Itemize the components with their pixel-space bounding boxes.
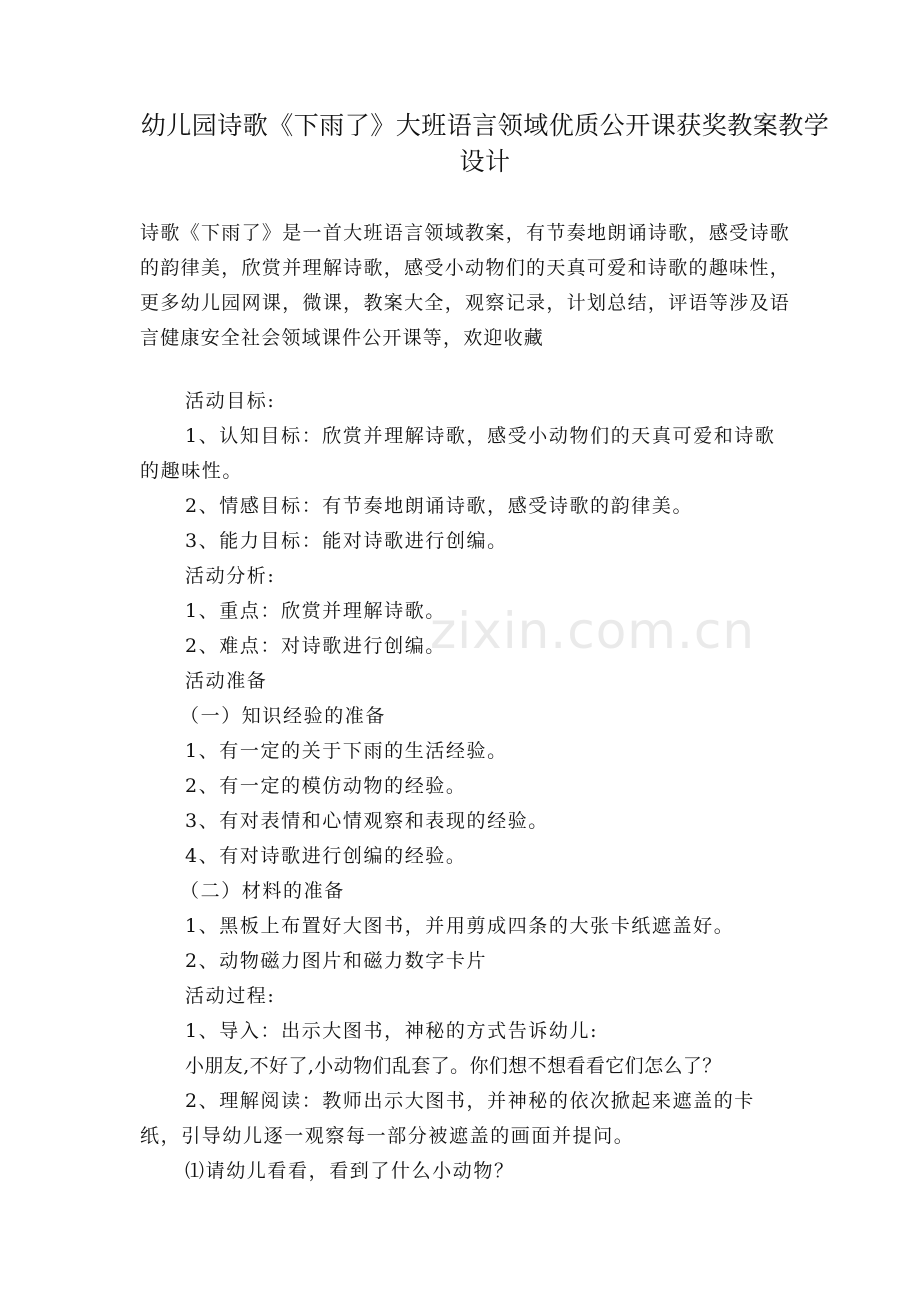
- analysis-difficulty: 2、难点：对诗歌进行创编。: [185, 635, 446, 657]
- section-heading-analysis: 活动分析:: [185, 565, 276, 587]
- subheading-knowledge-prep: （一）知识经验的准备: [180, 705, 387, 727]
- goal-emotional: 2、情感目标：有节奏地朗诵诗歌，感受诗歌的韵律美。: [185, 495, 694, 517]
- section-heading-goals: 活动目标:: [185, 390, 276, 412]
- process-step-2: 2、理解阅读：教师出示大图书，并神秘的依次掀起来遮盖的卡纸，引导幼儿逐一观察每一部分被遮盖的画面并提问。: [140, 1090, 755, 1147]
- watermark: zixin.com.cn: [430, 602, 756, 660]
- analysis-key-point: 1、重点：欣赏并理解诗歌。: [185, 600, 446, 622]
- document-title: 幼儿园诗歌《下雨了》大班语言领域优质公开课获奖教案教学设计: [140, 111, 830, 176]
- prep-item-3: 3、有对表情和心情观察和表现的经验。: [185, 810, 549, 832]
- process-dialogue: 小朋友,不好了,小动物们乱套了。你们想不想看看它们怎么了？: [185, 1055, 722, 1077]
- process-step-1: 1、导入：出示大图书，神秘的方式告诉幼儿:: [185, 1020, 599, 1042]
- goal-ability: 3、能力目标：能对诗歌进行创编。: [185, 530, 508, 552]
- material-item-2: 2、动物磁力图片和磁力数字卡片: [185, 950, 488, 972]
- section-heading-preparation: 活动准备: [185, 670, 268, 692]
- material-item-1: 1、黑板上布置好大图书，并用剪成四条的大张卡纸遮盖好。: [185, 915, 735, 937]
- process-question-1: ⑴请幼儿看看，看到了什么小动物？: [185, 1160, 515, 1182]
- goal-cognitive: 1、认知目标：欣赏并理解诗歌，感受小动物们的天真可爱和诗歌的趣味性。: [140, 425, 776, 482]
- subheading-material-prep: （二）材料的准备: [180, 880, 345, 902]
- section-heading-process: 活动过程:: [185, 985, 276, 1007]
- prep-item-1: 1、有一定的关于下雨的生活经验。: [185, 740, 508, 762]
- prep-item-2: 2、有一定的模仿动物的经验。: [185, 775, 467, 797]
- prep-item-4: 4、有对诗歌进行创编的经验。: [185, 845, 467, 867]
- document-body: [140, 384, 790, 1189]
- intro-paragraph: 诗歌《下雨了》是一首大班语言领域教案，有节奏地朗诵诗歌，感受诗歌的韵律美，欣赏并理解诗歌，感受小动物们的天真可爱和诗歌的趣味性，更多幼儿园网课，微课，教案大全，观察记录，计划总结，评语等涉及语言健康安全社会领域课件公开课等，欢迎收藏: [140, 222, 790, 349]
